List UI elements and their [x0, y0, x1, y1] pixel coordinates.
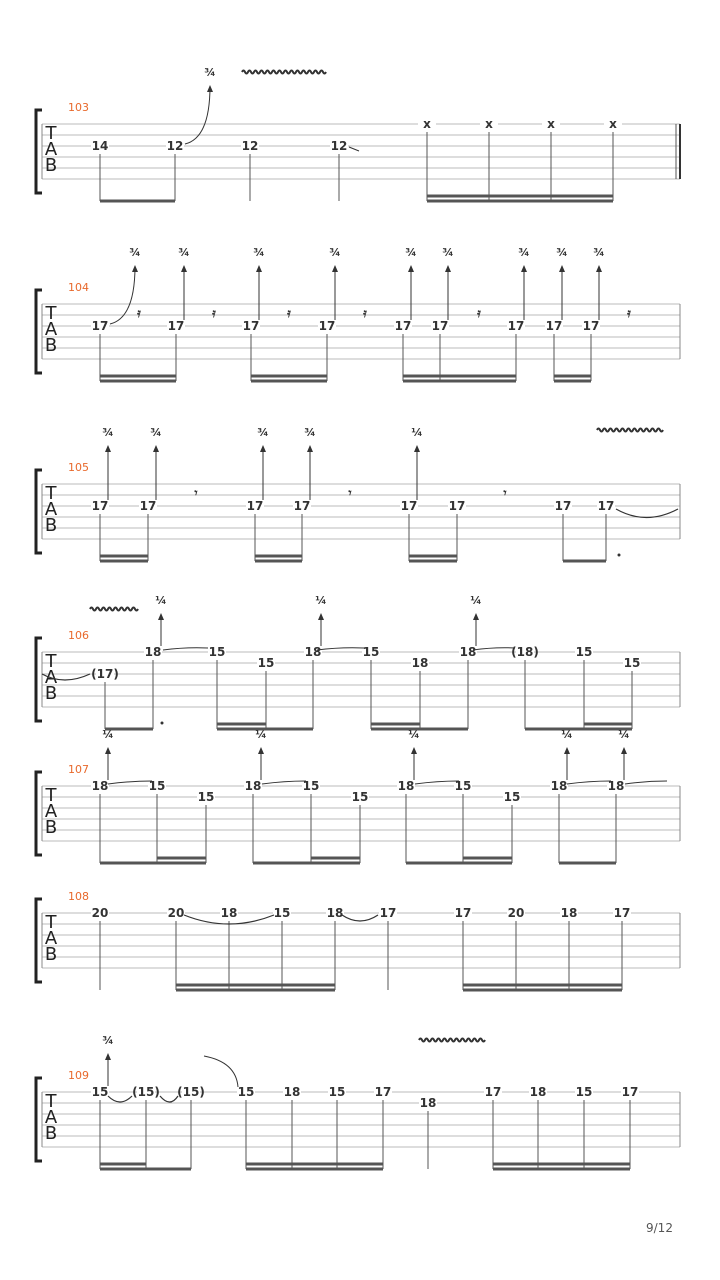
tab-clef-letter: A	[44, 1107, 58, 1128]
fret-number: 17	[621, 1085, 639, 1099]
rest-symbol: 𝄿	[477, 306, 481, 320]
rest-symbol: 𝄿	[212, 306, 216, 320]
fret-number: 15	[148, 779, 166, 793]
tab-clef-letter: B	[44, 817, 58, 838]
beam	[100, 375, 176, 378]
fret-number: 17	[448, 499, 466, 513]
fret-number: 15	[454, 779, 472, 793]
fret-number: 17	[582, 319, 600, 333]
bend-amount: ¾	[405, 246, 417, 259]
tie-arc	[160, 1096, 178, 1102]
measure-number: 105	[68, 461, 89, 474]
bend-arrowhead	[105, 747, 111, 754]
fret-number: 15	[273, 906, 291, 920]
tab-clef-letter: A	[44, 499, 58, 520]
bend-amount: ¾	[556, 246, 568, 259]
vibrato-mark	[90, 608, 138, 611]
tab-clef-letter: T	[45, 651, 57, 672]
bend-amount: ¾	[102, 426, 114, 439]
measure-number: 107	[68, 763, 89, 776]
fret-number: (18)	[511, 645, 539, 659]
bend-curve	[473, 648, 515, 650]
fret-number: 17	[545, 319, 563, 333]
tab-clef-letter: T	[45, 785, 57, 806]
bend-arrowhead	[181, 265, 187, 272]
bend-arrowhead	[596, 265, 602, 272]
tie-arc	[108, 1096, 132, 1102]
bend-curve	[415, 781, 459, 784]
beam	[176, 984, 335, 987]
vibrato-mark	[419, 1039, 485, 1042]
beam	[409, 555, 457, 558]
bend-amount: ¾	[129, 246, 141, 259]
beam	[251, 375, 327, 378]
beam	[563, 560, 606, 563]
rest-symbol: 𝄿	[363, 306, 367, 320]
bend-amount: ¼	[618, 728, 630, 741]
fret-number: 15	[257, 656, 275, 670]
measure-number: 104	[68, 281, 89, 294]
bend-amount: ¾	[304, 426, 316, 439]
bend-curve	[567, 781, 611, 784]
beam	[100, 560, 148, 563]
tab-clef-letter: A	[44, 667, 58, 688]
fret-number: 17	[431, 319, 449, 333]
bend-arrowhead	[473, 613, 479, 620]
rest-symbol: 𝄾	[503, 486, 507, 500]
bend-curve	[317, 648, 364, 650]
page-number: 9/12	[646, 1221, 673, 1235]
fret-number: 15	[351, 790, 369, 804]
tab-clef-letter: A	[44, 139, 58, 160]
tab-clef-letter: T	[45, 912, 57, 933]
fret-number: 15	[302, 779, 320, 793]
bend-arrowhead	[445, 265, 451, 272]
tab-clef-letter: T	[45, 303, 57, 324]
fret-number: 17	[484, 1085, 502, 1099]
fret-number: 15	[197, 790, 215, 804]
bend-amount: ¾	[204, 66, 216, 79]
bend-amount: ¼	[470, 594, 482, 607]
measure-number: 108	[68, 890, 89, 903]
beam	[403, 375, 516, 378]
fret-number: 18	[607, 779, 625, 793]
beam	[554, 380, 591, 383]
bend-curve	[262, 781, 306, 784]
fret-number: 17	[454, 906, 472, 920]
bend-amount: ¾	[518, 246, 530, 259]
beam	[255, 560, 302, 563]
beam	[463, 862, 512, 865]
beam	[100, 555, 148, 558]
fret-number: 15	[208, 645, 226, 659]
bend-curve	[163, 648, 208, 650]
fret-number: 17	[139, 499, 157, 513]
system-bracket	[36, 772, 42, 855]
tab-clef-letter: A	[44, 928, 58, 949]
fret-number: (15)	[177, 1085, 205, 1099]
measure-number: 106	[68, 629, 89, 642]
tie-arc	[342, 915, 378, 921]
bend-arrowhead	[258, 747, 264, 754]
dot	[161, 722, 164, 725]
bend-arrowhead	[105, 445, 111, 452]
bend-amount: ¼	[102, 728, 114, 741]
tab-clef-letter: B	[44, 683, 58, 704]
beam	[217, 723, 266, 726]
fret-number: 18	[419, 1096, 437, 1110]
beam	[157, 857, 206, 860]
fret-number: 18	[91, 779, 109, 793]
beam	[157, 862, 206, 865]
beam	[493, 1168, 630, 1171]
fret-number: 17	[400, 499, 418, 513]
bend-arrowhead	[105, 1053, 111, 1060]
bend-arrowhead	[521, 265, 527, 272]
tab-clef-letter: B	[44, 515, 58, 536]
bend-amount: ¾	[178, 246, 190, 259]
fret-number: 12	[330, 139, 348, 153]
beam	[409, 560, 457, 563]
fret-number: 17	[613, 906, 631, 920]
fret-number: 18	[411, 656, 429, 670]
beam	[403, 380, 516, 383]
bend-amount: ¼	[408, 728, 420, 741]
fret-number: 15	[328, 1085, 346, 1099]
bend-arrowhead	[260, 445, 266, 452]
fret-number: 17	[394, 319, 412, 333]
fret-number: x	[423, 117, 431, 131]
beam	[251, 380, 327, 383]
bend-amount: ¼	[315, 594, 327, 607]
bend-amount: ¼	[411, 426, 423, 439]
fret-number: 20	[91, 906, 109, 920]
bend-arrowhead	[411, 747, 417, 754]
fret-number: 15	[503, 790, 521, 804]
bend-amount: ¾	[442, 246, 454, 259]
fret-number: 18	[459, 645, 477, 659]
bend-arrowhead	[307, 445, 313, 452]
beam	[100, 1163, 146, 1166]
beam	[554, 375, 591, 378]
beam	[371, 723, 420, 726]
beam	[100, 200, 175, 203]
measure-number: 109	[68, 1069, 89, 1082]
beam	[311, 862, 360, 865]
bend-arrowhead	[414, 445, 420, 452]
fret-number: 17	[167, 319, 185, 333]
fret-number: 20	[167, 906, 185, 920]
bend-amount: ¾	[253, 246, 265, 259]
fret-number: 17	[91, 319, 109, 333]
bend-arrowhead	[408, 265, 414, 272]
fret-number: 17	[554, 499, 572, 513]
bend-arrowhead	[318, 613, 324, 620]
fret-number: 17	[91, 499, 109, 513]
bend-amount: ¾	[150, 426, 162, 439]
tab-clef-letter: T	[45, 123, 57, 144]
fret-number: 17	[374, 1085, 392, 1099]
bend-arrowhead	[256, 265, 262, 272]
fret-number: 18	[529, 1085, 547, 1099]
beam	[427, 200, 613, 203]
fret-number: x	[485, 117, 493, 131]
fret-number: 15	[623, 656, 641, 670]
fret-number: 17	[597, 499, 615, 513]
beam	[559, 862, 616, 865]
beam	[463, 984, 622, 987]
fret-number: 17	[318, 319, 336, 333]
beam	[493, 1163, 630, 1166]
measure-number: 103	[68, 101, 89, 114]
bend-arrowhead	[207, 85, 213, 92]
dot	[618, 554, 621, 557]
bend-arrowhead	[158, 613, 164, 620]
bend-arrowhead	[621, 747, 627, 754]
vibrato-mark	[597, 429, 663, 432]
fret-number: 18	[304, 645, 322, 659]
fret-number: x	[609, 117, 617, 131]
bend-arrowhead	[564, 747, 570, 754]
rest-symbol: 𝄾	[348, 486, 352, 500]
slide-curve	[204, 1056, 238, 1087]
bend-curve	[625, 781, 667, 784]
bend-arrowhead	[559, 265, 565, 272]
tab-clef-letter: B	[44, 155, 58, 176]
fret-number: 18	[397, 779, 415, 793]
fret-number: 15	[575, 645, 593, 659]
beam	[246, 1163, 383, 1166]
fret-number: 18	[220, 906, 238, 920]
system-bracket	[36, 110, 42, 193]
beam	[255, 555, 302, 558]
bend-amount: ¾	[593, 246, 605, 259]
beam	[311, 857, 360, 860]
fret-number: 18	[283, 1085, 301, 1099]
beam	[584, 723, 632, 726]
fret-number: 15	[575, 1085, 593, 1099]
beam	[463, 857, 512, 860]
fret-number: 18	[560, 906, 578, 920]
tab-clef-letter: B	[44, 944, 58, 965]
bend-curve	[108, 781, 152, 784]
fret-number: 12	[241, 139, 259, 153]
fret-number: 14	[91, 139, 109, 153]
fret-number: 17	[246, 499, 264, 513]
fret-number: 15	[237, 1085, 255, 1099]
system-bracket	[36, 899, 42, 982]
system-bracket	[36, 290, 42, 373]
fret-number: 17	[379, 906, 397, 920]
bend-amount: ¾	[329, 246, 341, 259]
tab-clef-letter: B	[44, 1123, 58, 1144]
bend-amount: ¾	[102, 1034, 114, 1047]
bend-arrowhead	[153, 445, 159, 452]
fret-number: 12	[166, 139, 184, 153]
bend-amount: ¼	[561, 728, 573, 741]
system-bracket	[36, 470, 42, 553]
fret-number: 17	[293, 499, 311, 513]
fret-number: 15	[362, 645, 380, 659]
vibrato-mark	[242, 71, 326, 74]
bend-arrowhead	[332, 265, 338, 272]
bend-amount: ¾	[257, 426, 269, 439]
fret-number: 20	[507, 906, 525, 920]
tab-clef-letter: T	[45, 1091, 57, 1112]
beam	[176, 989, 335, 992]
tab-clef-letter: B	[44, 335, 58, 356]
beam	[100, 380, 176, 383]
system-bracket	[36, 1078, 42, 1161]
fret-number: (17)	[91, 667, 119, 681]
bend-arrowhead	[132, 265, 138, 272]
tab-clef-letter: A	[44, 801, 58, 822]
beam	[427, 195, 613, 198]
system-bracket	[36, 638, 42, 721]
fret-number: 17	[242, 319, 260, 333]
tab-clef-letter: T	[45, 483, 57, 504]
fret-number: 18	[326, 906, 344, 920]
fret-number: 18	[144, 645, 162, 659]
tie-arc	[616, 509, 678, 518]
fret-number: 18	[550, 779, 568, 793]
fret-number: (15)	[132, 1085, 160, 1099]
beam	[100, 1168, 146, 1171]
fret-number: 18	[244, 779, 262, 793]
fret-number: 15	[91, 1085, 109, 1099]
bend-amount: ¼	[155, 594, 167, 607]
fret-number: 17	[507, 319, 525, 333]
tab-clef-letter: A	[44, 319, 58, 340]
bend-amount: ¼	[255, 728, 267, 741]
beam	[463, 989, 622, 992]
rest-symbol: 𝄿	[287, 306, 291, 320]
rest-symbol: 𝄿	[137, 306, 141, 320]
rest-symbol: 𝄿	[627, 306, 631, 320]
slide-line	[349, 147, 359, 151]
fret-number: x	[547, 117, 555, 131]
rest-symbol: 𝄾	[194, 486, 198, 500]
beam	[246, 1168, 383, 1171]
